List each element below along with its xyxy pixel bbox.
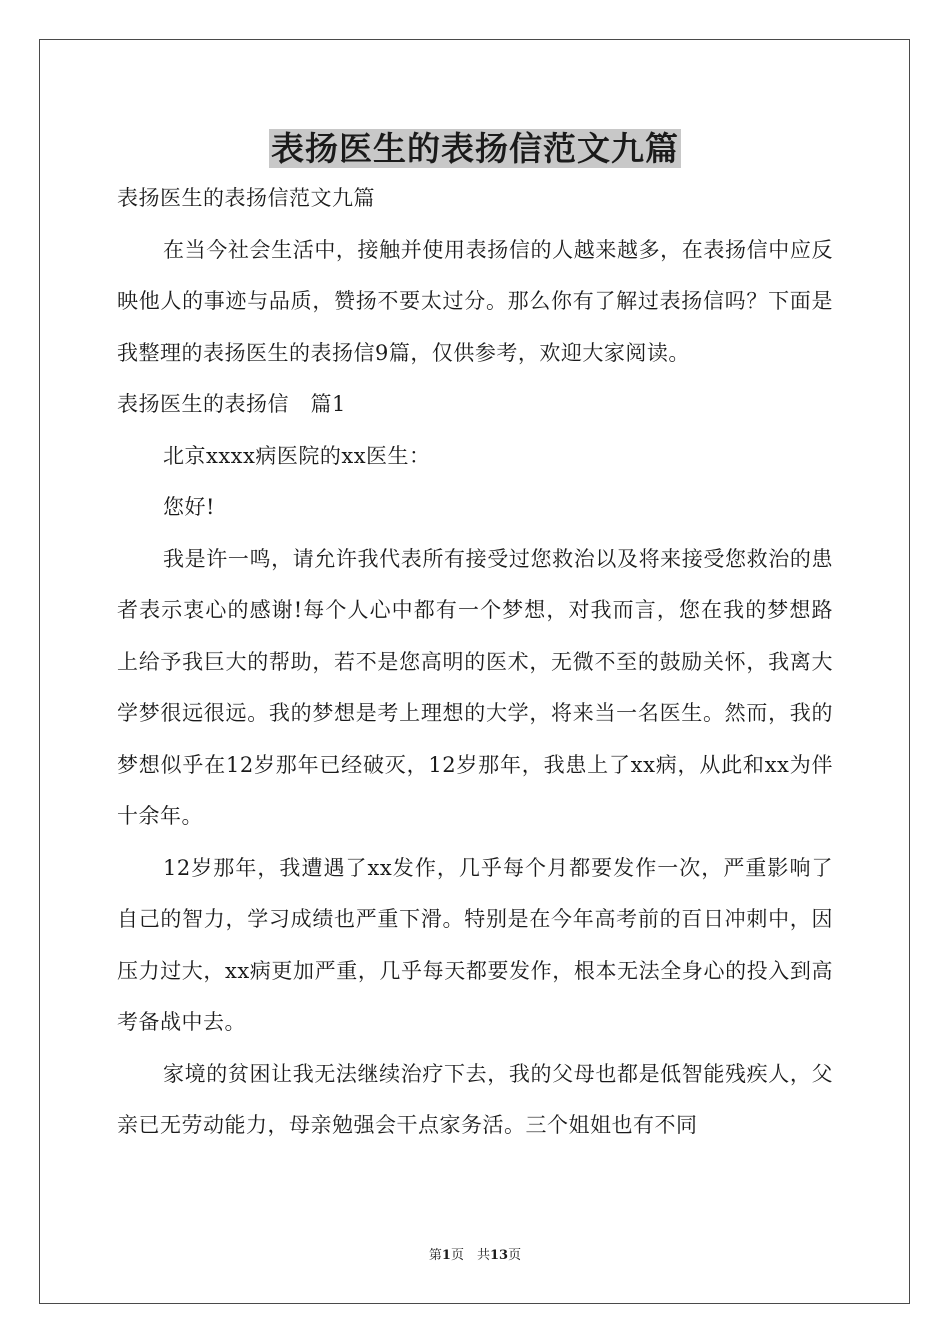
paragraph-4: 您好!: [163, 495, 215, 519]
paragraph-2: 表扬医生的表扬信 篇1: [117, 392, 346, 416]
footer-total-pages: 13: [489, 1248, 509, 1263]
paragraph-1: 在当今社会生活中，接触并使用表扬信的人越来越多，在表扬信中应反映他人的事迹与品质，赞扬不要太过分。那么你有了解过表扬信吗？下面是我整理的表扬医生的表扬信9篇，仅供参考，欢迎大家阅读。: [117, 237, 833, 365]
document-title-text: 表扬医生的表扬信范文九篇: [271, 129, 679, 168]
paragraph-6: 12岁那年，我遭遇了xx发作，几乎每个月都要发作一次，严重影响了自己的智力，学习成绩也严重下滑。特别是在今年高考前的百日冲刺中，因压力过大，xx病更加严重，几乎每天都要发作，根本无法全身心的投入到高考备战中去。: [117, 855, 833, 1034]
document-body: [117, 173, 833, 1152]
document-title: [0, 124, 950, 174]
footer-suffix: 页: [508, 1248, 522, 1263]
page-footer: [0, 1244, 950, 1263]
paragraph-0: 表扬医生的表扬信范文九篇: [117, 186, 375, 210]
paragraph-7: 家境的贫困让我无法继续治疗下去，我的父母也都是低智能残疾人，父亲已无劳动能力，母亲勉强会干点家务活。三个姐姐也有不同: [117, 1061, 833, 1137]
paragraph-3: 北京xxxx病医院的xx医生：: [163, 443, 431, 468]
paragraph-5: 我是许一鸣，请允许我代表所有接受过您救治以及将来接受您救治的患者表示衷心的感谢!每个人心中都有一个梦想，对我而言，您在我的梦想路上给予我巨大的帮助，若不是您高明的医术，无微不至的鼓励关怀，我离大学梦很远很远。我的梦想是考上理想的大学，将来当一名医生。然而，我的梦想似乎在12岁那年已经破灭，12岁那年，我患上了xx病，从此和xx为伴十余年。: [117, 546, 833, 828]
footer-mid: 页 共: [450, 1248, 490, 1263]
footer-prefix: 第: [428, 1248, 442, 1263]
footer-current-page: 1: [441, 1248, 451, 1263]
